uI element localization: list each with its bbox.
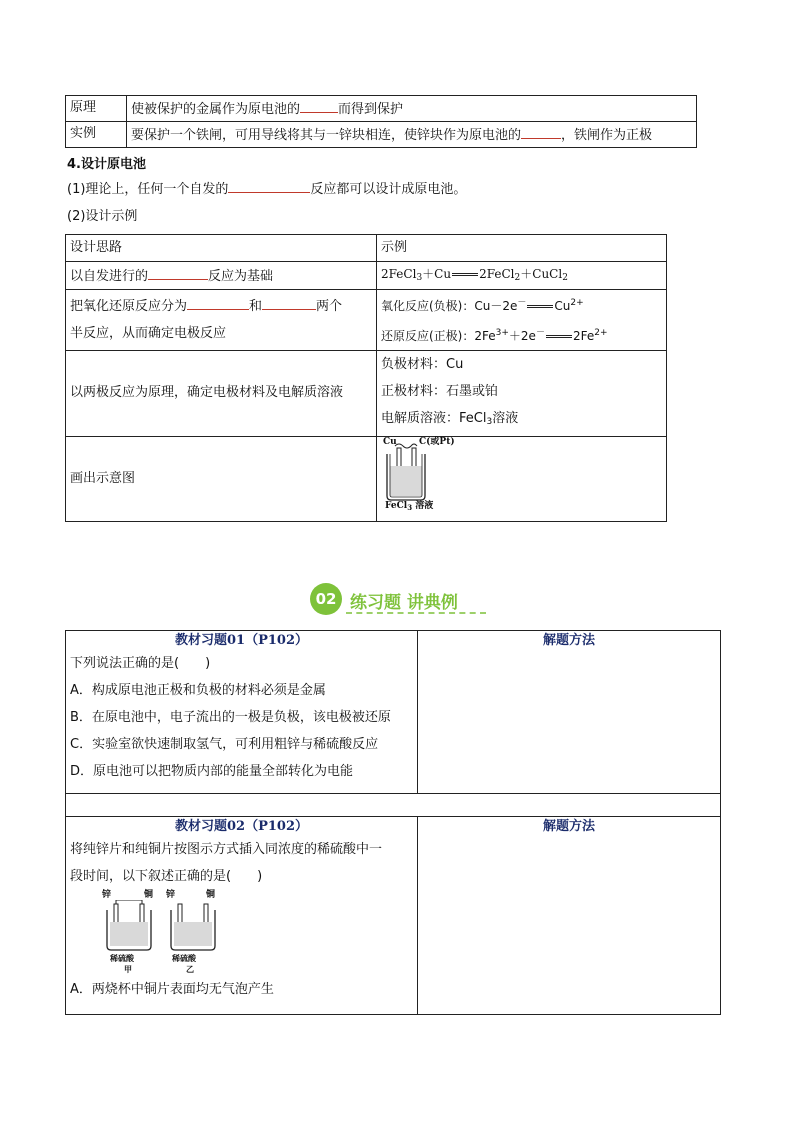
acid-label: 稀硫酸 [172, 953, 196, 963]
banner-title: 练习题 讲典例 [350, 593, 458, 613]
materials-examples [377, 351, 667, 437]
half-pre: 把氧化还原反应分为 [70, 299, 188, 314]
red-mid: ＋2e [508, 329, 536, 343]
answer-blank [228, 180, 310, 193]
theory-post: 反应都可以设计成原电池。 [310, 182, 467, 197]
idea-half-reactions [66, 290, 377, 351]
exercise-2 [66, 817, 418, 1015]
ox-pre: 氧化反应(负极)：Cu－2e [381, 299, 518, 313]
subscript: 2 [562, 272, 568, 283]
answer-blank [521, 126, 561, 139]
q2-option-a: A．两烧杯中铜片表面均无气泡产生 [70, 981, 274, 997]
superscript: － [517, 298, 527, 308]
electrolyte-post: 溶液 [492, 411, 519, 426]
col-header-idea: 设计思路 [66, 235, 377, 262]
equals-sign [527, 305, 553, 308]
positive-material: 正极材料：石墨或铂 [381, 384, 499, 399]
q2-stem-line1: 将纯锌片和纯铜片按图示方式插入同浓度的稀硫酸中一 [70, 841, 383, 857]
q1-option-a: A．构成原电池正极和负极的材料必须是金属 [70, 682, 326, 698]
basis-pre: 以自发进行的 [70, 268, 149, 284]
exercise-1-method [418, 631, 721, 794]
example-post: ，铁闸作为正极 [561, 127, 653, 143]
acid-label: 稀硫酸 [110, 953, 134, 963]
theory-paragraph [67, 176, 466, 203]
superscript: － [535, 328, 545, 338]
eq-part: ＋CuCl [520, 266, 563, 281]
theory-pre: (1)理论上，任何一个自发的 [67, 182, 229, 197]
banner-underline [346, 612, 486, 614]
copper-label: 铜 [144, 889, 154, 900]
idea-materials: 以两极反应为原理，确定电极材料及电解质溶液 [66, 351, 377, 437]
equals-sign [452, 273, 478, 276]
principle-pre: 使被保护的金属作为原电池的 [131, 101, 301, 117]
cell-diagram [381, 437, 501, 521]
cu-label: Cu [383, 437, 397, 447]
q1-option-d: D．原电池可以把物质内部的能量全部转化为电能 [70, 763, 354, 779]
solution-label [385, 501, 433, 512]
banner-number-badge [310, 583, 342, 615]
negative-material: 负极材料：Cu [381, 357, 464, 372]
zinc-label: 锌 [166, 889, 176, 900]
exercise-1 [66, 631, 418, 794]
carbon-label: C(或Pt) [419, 437, 455, 447]
eq-part: 2FeCl [479, 266, 515, 281]
protection-table [65, 95, 697, 148]
basis-post: 反应为基础 [208, 268, 274, 284]
exercise-2-title: 教材习题02（P102） [174, 819, 308, 834]
copper-label: 铜 [206, 889, 216, 900]
example-label: 实例 [66, 122, 127, 148]
subscript: 2 [514, 272, 521, 283]
answer-blank [148, 267, 208, 280]
beaker-name: 甲 [124, 964, 132, 974]
spacer-row [66, 794, 721, 817]
subscript: 3 [486, 417, 493, 427]
col-header-example: 示例 [377, 235, 667, 262]
subscript: 3 [407, 503, 413, 512]
electrolyte [381, 405, 662, 436]
beaker-jia-drawing [102, 900, 158, 958]
beaker-jia [102, 889, 158, 976]
superscript: 3+ [495, 328, 509, 338]
ox-ion: Cu [554, 299, 571, 313]
q1-option-b: B．在原电池中，电子流出的一极是负极，该电极被还原 [70, 709, 391, 725]
principle-post: 而得到保护 [338, 101, 404, 117]
half-post: 两个 [316, 299, 343, 314]
banner-number: 02 [315, 590, 337, 608]
principle-text [127, 96, 697, 122]
section-banner [310, 582, 490, 616]
answer-blank [187, 297, 249, 310]
exercise-2-method [418, 817, 721, 1015]
principle-label: 原理 [66, 96, 127, 122]
method-1-title: 解题方法 [542, 633, 595, 648]
zinc-label: 锌 [102, 889, 112, 900]
subscript: 3 [416, 272, 423, 283]
cell-diagram-cell [377, 437, 667, 522]
red-ion: 2Fe [572, 329, 595, 343]
beaker-name: 乙 [186, 964, 194, 974]
beaker-drawing [381, 440, 441, 502]
electrolyte-pre: 电解质溶液：FeCl [381, 411, 487, 426]
q1-option-c: C．实验室欲快速制取氢气，可利用粗锌与稀硫酸反应 [70, 736, 379, 752]
half-and: 和 [249, 299, 263, 314]
beaker-yi [166, 889, 222, 976]
q2-figure [70, 889, 413, 976]
eq-part: 2FeCl [381, 266, 417, 281]
answer-blank [300, 100, 338, 113]
q2-stem-line2: 段时间，以下叙述正确的是( ) [70, 868, 263, 884]
exercise-1-title: 教材习题01（P102） [174, 633, 308, 648]
design-table [65, 234, 667, 522]
beaker-yi-drawing [166, 900, 222, 958]
section-title: 4.设计原电池 [67, 157, 146, 172]
solution-pre: FeCl [385, 501, 408, 511]
example-text [127, 122, 697, 148]
equals-sign [546, 335, 572, 338]
red-pre: 还原反应(正极)：2Fe [381, 329, 496, 343]
design-example-heading: (2)设计示例 [67, 209, 138, 224]
method-2-title: 解题方法 [542, 819, 595, 834]
exercise-table [65, 630, 721, 1015]
half-reaction-examples [377, 290, 667, 351]
example-pre: 要保护一个铁闸，可用导线将其与一锌块相连，使锌块作为原电池的 [131, 127, 522, 143]
superscript: 2+ [594, 328, 608, 338]
eq-part: ＋Cu [422, 266, 452, 281]
half-line2: 半反应，从而确定电极反应 [70, 326, 227, 341]
superscript: 2+ [570, 298, 584, 308]
solution-post: 溶液 [412, 501, 434, 511]
overall-reaction [377, 262, 667, 290]
idea-basis [66, 262, 377, 290]
idea-diagram: 画出示意图 [66, 437, 377, 522]
answer-blank [262, 297, 316, 310]
q1-stem: 下列说法正确的是( ) [70, 655, 211, 671]
